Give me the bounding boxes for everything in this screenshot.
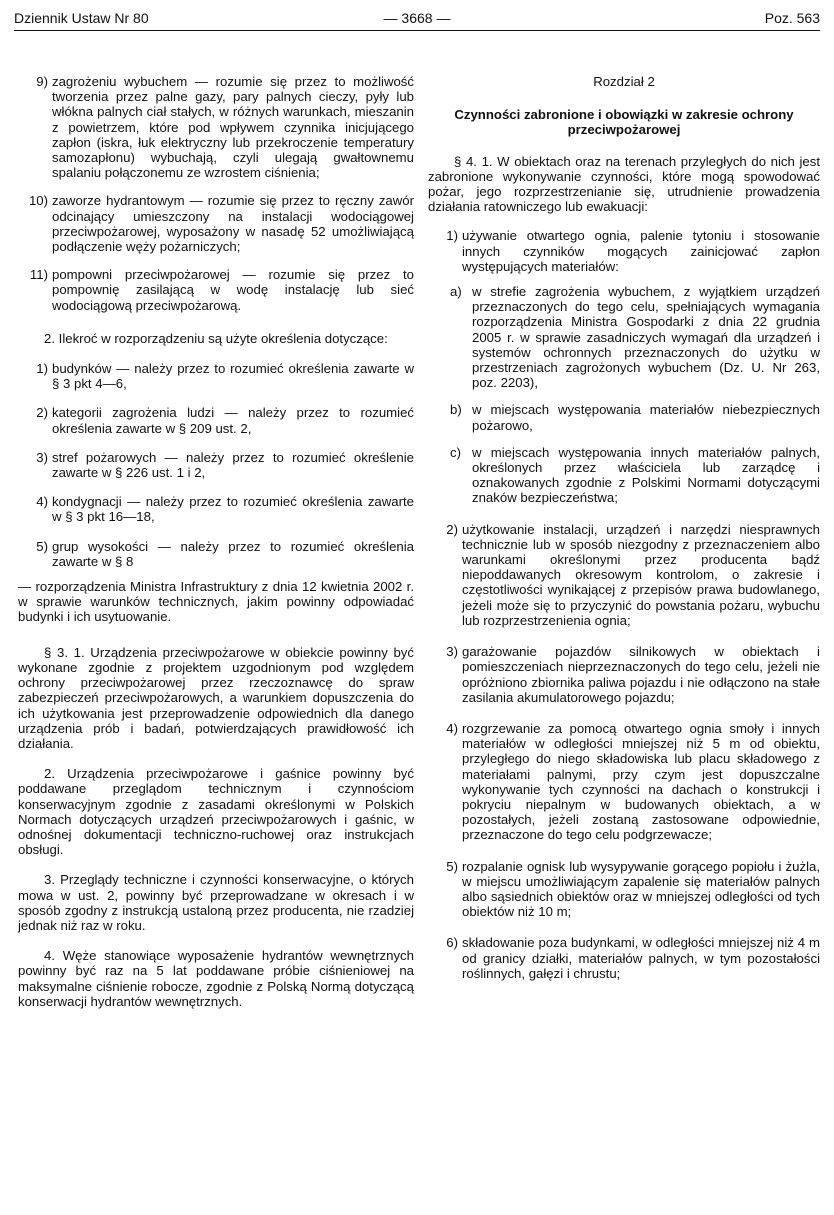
subitem-letter: b) <box>450 402 462 418</box>
item-text: pompowni przeciwpożarowej — rozumie się przez to pompownię zasilającą w wodę instalację lub sieć wodociągową przeciwpożarową. <box>52 267 414 313</box>
prohibition-subitem-a <box>428 284 820 390</box>
prohibition-item-5 <box>428 859 820 920</box>
subitem-text: w miejscach występowania materiałów niebezpiecznych pożarowo, <box>472 402 820 433</box>
term-item-3 <box>18 450 414 480</box>
position-number: Poz. 563 <box>764 10 820 26</box>
journal-title: Dziennik Ustaw Nr 80 <box>14 10 149 26</box>
section-3-paragraph-4: 4. Węże stanowiące wyposażenie hydrantów wewnętrznych powinny być raz na 5 lat poddawane próbie ciśnieniowej na maksymalne ciśnienie robocze, zgodnie z Polską Normą dotyczącą konserwacji hydrantów wewnętrznych. <box>18 948 414 1009</box>
section-3-paragraph-3: 3. Przeglądy techniczne i czynności konserwacyjne, o których mowa w ust. 2, powinny być przeprowadzane w okresach i w sposób zgodny z instrukcją ustaloną przez producenta, nie rzadziej jednak niż raz w roku. <box>18 872 414 933</box>
item-text: zagrożeniu wybuchem — rozumie się przez to możliwość tworzenia przez palne gazy, pary palnych cieczy, pyły lub włókna palnych ciał stałych, w różnych warunkach, mieszanin z powietrzem, które pod wpływem czynnika inicjującego zapłon (iskra, łuk elektryczny lub przekroczenie temperatury samozapłonu) wybuchają, czyli ulegają gwałtownemu spalaniu połączonemu ze wzrostem ciśnienia; <box>52 74 414 181</box>
item-text: zaworze hydrantowym — rozumie się przez to ręczny zawór odcinający umieszczony na instalacji wodociągowej przeciwpożarowej, wyposażony w nasadę 52 umożliwiającą podłączenie węży pożarniczych; <box>52 193 414 255</box>
item-number: 2) <box>446 521 458 537</box>
definition-item-9 <box>18 74 414 180</box>
term-item-2 <box>18 405 414 435</box>
prohibition-item-3 <box>428 644 820 705</box>
item-number: 3) <box>36 449 48 465</box>
item-text: użytkowanie instalacji, urządzeń i narzędzi niesprawnych technicznie lub w sposób niezgodny z przeznaczeniem albo warunkami określonymi przez producenta bądź niepoddawanych okresowym kontrolom, o zakresie i częstotliwości wynikającej z przepisów prawa budowlanego, jeżeli może się to przyczynić do powstania pożaru, wybuchu lub rozprzestrzenienia ognia; <box>462 521 820 628</box>
term-item-5 <box>18 539 414 569</box>
prohibition-item-4 <box>428 721 820 843</box>
item-number: 10) <box>28 193 48 209</box>
item-text: kategorii zagrożenia ludzi — należy przez to rozumieć określenia zawarte w § 209 ust. 2, <box>52 405 414 436</box>
item-number: 2) <box>36 405 48 421</box>
item-number: 9) <box>36 74 48 89</box>
section-3-paragraph-2: 2. Urządzenia przeciwpożarowe i gaśnice powinny być poddawane przeglądom technicznym i czynnościom konserwacyjnym zgodnie z zasadami określonymi w Polskich Normach dotyczących urządzeń przeciwpożarowych i gaśnic, w odnośnej dokumentacji techniczno-ruchowej oraz instrukcjach obsługi. <box>18 766 414 858</box>
item-text: używanie otwartego ognia, palenie tytoniu i stosowanie innych czynników mogących zainicjować zapłon występujących materiałów: <box>462 228 820 274</box>
chapter-heading: Rozdział 2 <box>593 74 655 89</box>
item-text: garażowanie pojazdów silnikowych w obiektach i pomieszczeniach nieprzeznaczonych do tego celu, jeżeli nie opróżniono zbiornika paliwa pojazdu i nie odłączono na stałe zasilania akumulatorowego pojazdu; <box>462 644 820 705</box>
item-text: kondygnacji — należy przez to rozumieć określenia zawarte w § 3 pkt 16—18, <box>52 494 414 525</box>
regulation-reference: — rozporządzenia Ministra Infrastruktury z dnia 12 kwietnia 2002 r. w sprawie warunków technicznych, jakim powinny odpowiadać budynki i ich usytuowanie. <box>18 579 414 625</box>
item-text: rozpalanie ognisk lub wysypywanie gorącego popiołu i żużla, w miejscu umożliwiającym zapalenie się materiałów palnych albo sąsiednich obiektów oraz w mniejszej odległości od tych obiektów niż 10 m; <box>462 858 820 920</box>
page-number: — 3668 — <box>383 10 451 26</box>
paragraph-2: 2. Ilekroć w rozporządzeniu są użyte określenia dotyczące: <box>44 330 388 346</box>
right-column <box>428 74 820 994</box>
left-column <box>18 74 414 1024</box>
prohibition-item-1 <box>428 228 820 274</box>
header-rule <box>14 30 820 31</box>
item-number: 11) <box>29 267 48 283</box>
item-text: stref pożarowych — należy przez to rozumieć określenie zawarte w § 226 ust. 1 i 2, <box>52 449 414 481</box>
item-number: 4) <box>36 494 48 510</box>
item-number: 6) <box>446 935 458 951</box>
prohibition-subitem-b <box>428 402 820 432</box>
subitem-text: w strefie zagrożenia wybuchem, z wyjątkiem urządzeń przeznaczonych do tego celu, spełniających wymagania rozporządzenia Ministra Gospodarki z dnia 22 grudnia 2005 r. w sprawie zasadniczych wymagań dla urządzeń i systemów ochronnych przeznaczonych do użytku w przestrzeniach zagrożonych wybuchem (Dz. U. Nr 263, poz. 2203), <box>472 284 820 391</box>
term-item-1 <box>18 361 414 391</box>
subitem-letter: a) <box>450 284 462 300</box>
subitem-letter: c) <box>450 444 461 460</box>
subitem-text: w miejscach występowania innych materiałów palnych, określonych przez właściciela lub zarządcę i oznakowanych zgodnie z Polskimi Normami dotyczącymi znaków bezpieczeństwa; <box>472 444 820 506</box>
item-text: budynków — należy przez to rozumieć określenia zawarte w § 3 pkt 4—6, <box>52 361 414 392</box>
section-3-paragraph-1: § 3. 1. Urządzenia przeciwpożarowe w obiekcie powinny być wykonane zgodnie z projektem uzgodnionym pod względem ochrony przeciwpożarowej przez rzeczoznawcę do spraw zabezpieczeń przeciwpożarowych, a warunkiem dopuszczenia do ich użytkowania jest przeprowadzenie odpowiednich dla danego urządzenia prób i badań, potwierdzających prawidłowość ich działania. <box>18 644 414 751</box>
term-item-4 <box>18 494 414 524</box>
definition-item-11 <box>18 267 414 313</box>
prohibition-item-2 <box>428 522 820 628</box>
item-number: 1) <box>446 228 458 244</box>
item-text: grup wysokości — należy przez to rozumieć określenia zawarte w § 8 <box>52 538 414 569</box>
chapter-title: Czynności zabronione i obowiązki w zakresie ochrony przeciwpożarowej <box>454 107 794 138</box>
item-number: 5) <box>446 858 458 874</box>
page-header <box>14 8 820 30</box>
item-number: 5) <box>36 538 48 554</box>
definition-item-10 <box>18 193 414 254</box>
item-number: 1) <box>36 361 48 377</box>
section-4-paragraph-1: § 4. 1. W obiektach oraz na terenach przyległych do nich jest zabronione wykonywanie czynności, które mogą spowodować pożar, jego rozprzestrzenianie się, utrudnienie prowadzenia działania ratowniczego lub ewakuacji: <box>428 153 820 215</box>
item-text: rozgrzewanie za pomocą otwartego ognia smoły i innych materiałów w odległości mniejszej niż 5 m od obiektu, przyległego do niego składowiska lub placu składowego z materiałami palnymi, przy czym jest dopuszczalne wykonywanie tych czynności na dachach o konstrukcji i pokryciu niepalnym w budowanych obiektach, a w pozostałych, jeżeli zostaną zastosowane odpowiednie, przeznaczone do tego celu podgrzewacze; <box>462 720 820 843</box>
item-number: 3) <box>446 644 458 660</box>
item-text: składowanie poza budynkami, w odległości mniejszej niż 4 m od granicy działki, materiałów palnych, w tym pozostałości roślinnych, gałęzi i chrustu; <box>462 935 820 981</box>
prohibition-item-6 <box>428 935 820 981</box>
prohibition-subitem-c <box>428 445 820 506</box>
item-number: 4) <box>446 720 458 736</box>
